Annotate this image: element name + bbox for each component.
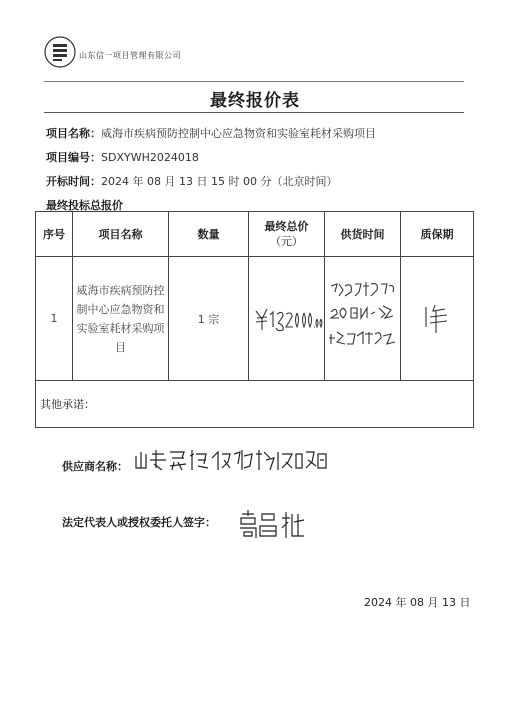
section-title: 最终投标总报价 <box>46 199 123 212</box>
handwritten-supplier-name <box>132 444 328 474</box>
header-supply: 供货时间 <box>325 212 401 257</box>
quote-table <box>35 211 474 428</box>
other-commitment-label: 其他承诺： <box>36 381 474 428</box>
handwritten-total-price <box>250 297 324 337</box>
table-row <box>36 257 474 381</box>
project-no-line <box>46 150 199 165</box>
bid-time-line <box>46 174 337 189</box>
header-name: 项目名称 <box>73 212 169 257</box>
project-no-value: SDXYWH2024018 <box>101 151 199 164</box>
header-total-line1: 最终总价 <box>264 220 309 233</box>
bid-time-value: 2024 年 08 月 13 日 15 时 00 分（北京时间） <box>101 175 338 188</box>
project-no-label: 项目编号： <box>46 151 101 164</box>
cell-warranty <box>401 257 474 381</box>
cell-no: 1 <box>36 257 73 381</box>
cell-total <box>249 257 325 381</box>
cell-name: 威海市疾病预防控制中心应急物资和实验室耗材采购项目 <box>73 257 169 381</box>
table-header-row <box>36 212 474 257</box>
header-warranty: 质保期 <box>401 212 474 257</box>
handwritten-signature <box>236 508 308 542</box>
bid-time-label: 开标时间： <box>46 175 101 188</box>
supplier-label: 供应商名称： <box>62 460 128 473</box>
header-total <box>249 212 325 257</box>
representative-label: 法定代表人或授权委托人签字： <box>62 516 216 529</box>
header-total-line2: （元） <box>270 235 303 248</box>
header-no: 序号 <box>36 212 73 257</box>
project-name-value: 威海市疾病预防控制中心应急物资和实验室耗材采购项目 <box>101 127 376 140</box>
header-divider <box>44 81 464 82</box>
document-date: 2024 年 08 月 13 日 <box>364 596 471 609</box>
page-title: 最终报价表 <box>210 91 300 111</box>
company-logo-icon <box>44 36 76 68</box>
header-qty: 数量 <box>169 212 249 257</box>
cell-supply <box>325 257 401 381</box>
project-name-line <box>46 126 376 141</box>
project-name-label: 项目名称： <box>46 127 101 140</box>
title-divider <box>44 112 464 113</box>
other-commitment-row <box>36 381 474 428</box>
handwritten-supply-time <box>325 278 401 356</box>
handwritten-warranty <box>417 297 457 337</box>
cell-qty: 1 宗 <box>169 257 249 381</box>
company-name: 山东信一项目管理有限公司 <box>79 51 181 60</box>
